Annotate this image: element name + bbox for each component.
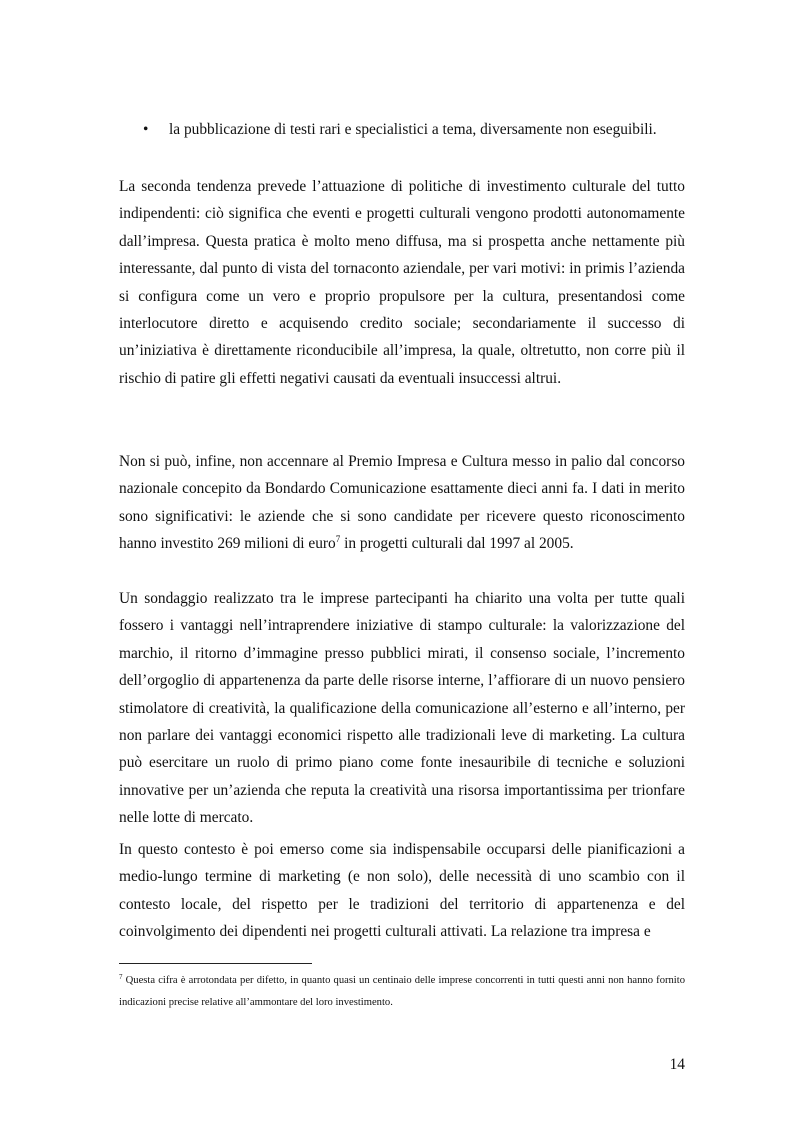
paragraph-survey: Un sondaggio realizzato tra le imprese partecipanti ha chiarito una volta per tutte quali fossero i vantaggi nell’intraprendere iniziative di stampo culturale: la valorizzazione del marchio, il ritorno d’immagine presso pubblici mirati, il consenso sociale, l’incremento dell’orgoglio di appartenenza da parte delle risorse interne, l’affiorare di un nuovo pensiero stimolatore di creatività, la qualificazione della comunicazione all’esterno e all’interno, per non parlare dei vantaggi economici rispetto alle tradizionali leve di marketing. La cultura può esercitare un ruolo di primo piano come fonte inesauribile di tecniche e soluzioni innovative per un’azienda che reputa la creatività una risorsa importantissima per trionfare nelle lotte di mercato.	[119, 590, 685, 827]
paragraph-premio-impresa	[119, 448, 685, 558]
footnote-number: 7	[119, 973, 123, 981]
paragraph-second-tendency: La seconda tendenza prevede l’attuazione di politiche di investimento culturale del tutto indipendenti: ciò significa che eventi e progetti culturali vengono prodotti autonomamente dall’impresa. Questa pratica è molto meno diffusa, ma si prospetta anche nettamente più interessante, dal punto di vista del tornaconto aziendale, per vari motivi: in primis l’azienda si configura come un vero e proprio propulsore per la cultura, presentandosi come interlocutore diretto e acquisendo credito sociale; secondariamente il successo di un’iniziativa è direttamente riconducibile all’impresa, la quale, oltretutto, non corre più il rischio di patire gli effetti negativi causati da eventuali insuccessi altrui.	[119, 178, 685, 387]
page-number: 14	[669, 1056, 685, 1073]
footnote-separator	[119, 963, 312, 964]
footnote-text: Questa cifra è arrotondata per difetto, in quanto quasi un centinaio delle imprese concorrenti in tutti questi anni non hanno fornito indicazioni precise relative all’ammontare del loro investimento.	[119, 975, 685, 1008]
bullet-text: la pubblicazione di testi rari e specialistici a tema, diversamente non eseguibili.	[169, 121, 657, 138]
bullet-icon: •	[143, 121, 149, 138]
paragraph-context: In questo contesto è poi emerso come sia indispensabile occuparsi delle pianificazioni a medio-lungo termine di marketing (e non solo), delle necessità di uno scambio con il contesto locale, del rispetto per le tradizioni del territorio di appartenenza e del coinvolgimento dei dipendenti nei progetti culturali attivati. La relazione tra impresa e	[119, 841, 685, 941]
footnote	[119, 970, 685, 1014]
paragraph-premio-text: Non si può, infine, non accennare al Premio Impresa e Cultura messo in palio dal concorso nazionale concepito da Bondardo Comunicazione esattamente dieci anni fa. I dati in merito sono significativi: le aziende che si sono candidate per ricevere questo riconoscimento hanno investito 269 milioni di euro	[119, 453, 685, 553]
footnote-reference[interactable]: 7	[335, 534, 341, 545]
paragraph-premio-text-end: in progetti culturali dal 1997 al 2005.	[340, 535, 574, 553]
